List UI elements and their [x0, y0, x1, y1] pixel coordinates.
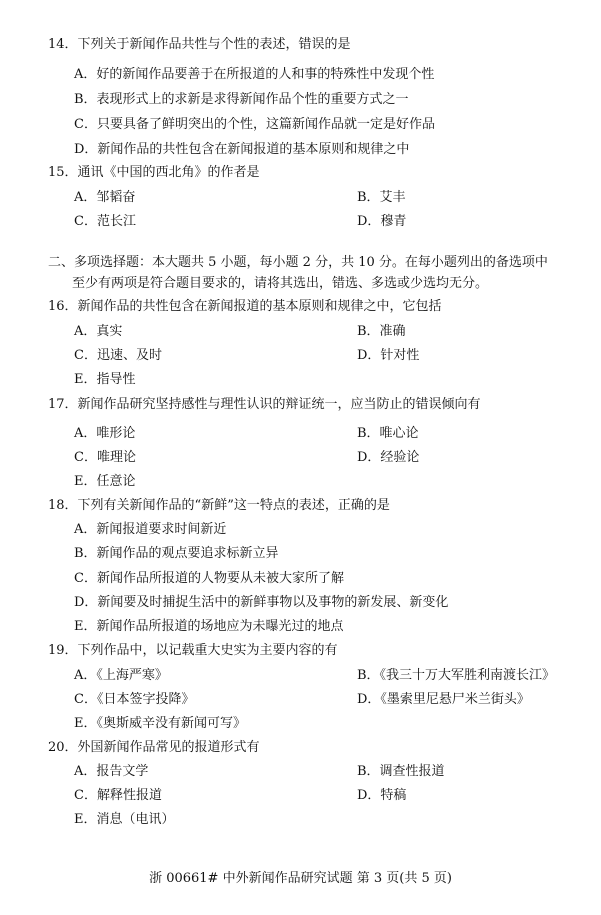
- question-16-stem: 16．新闻作品的共性包含在新闻报道的基本原则和规律之中，它包括: [48, 299, 442, 314]
- question-15-option-c: C．范长江: [74, 214, 136, 229]
- question-14-option-d: D．新闻作品的共性包含在新闻报道的基本原则和规律之中: [74, 142, 410, 157]
- question-14-option-c: C．只要具备了鲜明突出的个性，这篇新闻作品就一定是好作品: [74, 117, 435, 132]
- question-19-option-c: C．《日本签字投降》: [74, 692, 195, 707]
- question-14-option-b: B．表现形式上的求新是求得新闻作品个性的重要方式之一: [74, 92, 409, 107]
- question-19-option-b: B．《我三十万大军胜利南渡长江》: [357, 668, 556, 683]
- question-19-option-a: A．《上海严寒》: [74, 668, 168, 683]
- question-16-option-a: A．真实: [74, 324, 123, 339]
- question-20-option-a: A．报告文学: [74, 764, 149, 779]
- question-18-option-d: D．新闻要及时捕捉生活中的新鲜事物以及事物的新发展、新变化: [74, 595, 449, 610]
- question-20-option-b: B．调查性报道: [357, 764, 445, 779]
- question-19-stem: 19．下列作品中，以记载重大史实为主要内容的有: [48, 643, 338, 658]
- question-17-option-c: C．唯理论: [74, 450, 136, 465]
- question-14-stem: 14．下列关于新闻作品共性与个性的表述，错误的是: [48, 37, 351, 52]
- question-18-stem: 18．下列有关新闻作品的“新鲜”这一特点的表述，正确的是: [48, 498, 390, 513]
- question-18-option-c: C．新闻作品所报道的人物要从未被大家所了解: [74, 571, 344, 586]
- question-20-option-c: C．解释性报道: [74, 788, 162, 803]
- question-17-option-e: E．任意论: [74, 474, 136, 489]
- question-20-stem: 20．外国新闻作品常见的报道形式有: [48, 740, 260, 755]
- question-18-option-b: B．新闻作品的观点要追求标新立异: [74, 546, 279, 561]
- question-17-option-d: D．经验论: [357, 450, 420, 465]
- question-16-option-e: E．指导性: [74, 372, 136, 387]
- question-20-option-e: E．消息（电讯）: [74, 812, 175, 827]
- question-17-option-b: B．唯心论: [357, 426, 419, 441]
- section-2-heading-line-1: 二、多项选择题：本大题共 5 小题，每小题 2 分，共 10 分。在每小题列出的备选项中: [48, 255, 548, 270]
- question-16-option-b: B．准确: [357, 324, 406, 339]
- question-17-stem: 17．新闻作品研究坚持感性与理性认识的辩证统一，应当防止的错误倾向有: [48, 397, 481, 412]
- question-19-option-e: E．《奥斯威辛没有新闻可写》: [74, 716, 246, 731]
- question-15-stem: 15．通讯《中国的西北角》的作者是: [48, 165, 260, 180]
- question-15-option-b: B．艾丰: [357, 190, 406, 205]
- question-15-option-a: A．邹韬奋: [74, 190, 136, 205]
- section-2-heading-line-2: 至少有两项是符合题目要求的，请将其选出，错选、多选或少选均无分。: [72, 276, 489, 291]
- question-15-option-d: D．穆青: [357, 214, 407, 229]
- question-14-option-a: A．好的新闻作品要善于在所报道的人和事的特殊性中发现个性: [74, 67, 435, 82]
- page-footer: 浙 00661# 中外新闻作品研究试题 第 3 页(共 5 页): [149, 871, 452, 886]
- question-19-option-d: D．《墨索里尼悬尸米兰街头》: [357, 692, 530, 707]
- question-18-option-a: A．新闻报道要求时间新近: [74, 522, 227, 537]
- question-18-option-e: E．新闻作品所报道的场地应为未曝光过的地点: [74, 619, 344, 634]
- question-16-option-c: C．迅速、及时: [74, 348, 162, 363]
- question-20-option-d: D．特稿: [357, 788, 407, 803]
- question-16-option-d: D．针对性: [357, 348, 420, 363]
- question-17-option-a: A．唯形论: [74, 426, 136, 441]
